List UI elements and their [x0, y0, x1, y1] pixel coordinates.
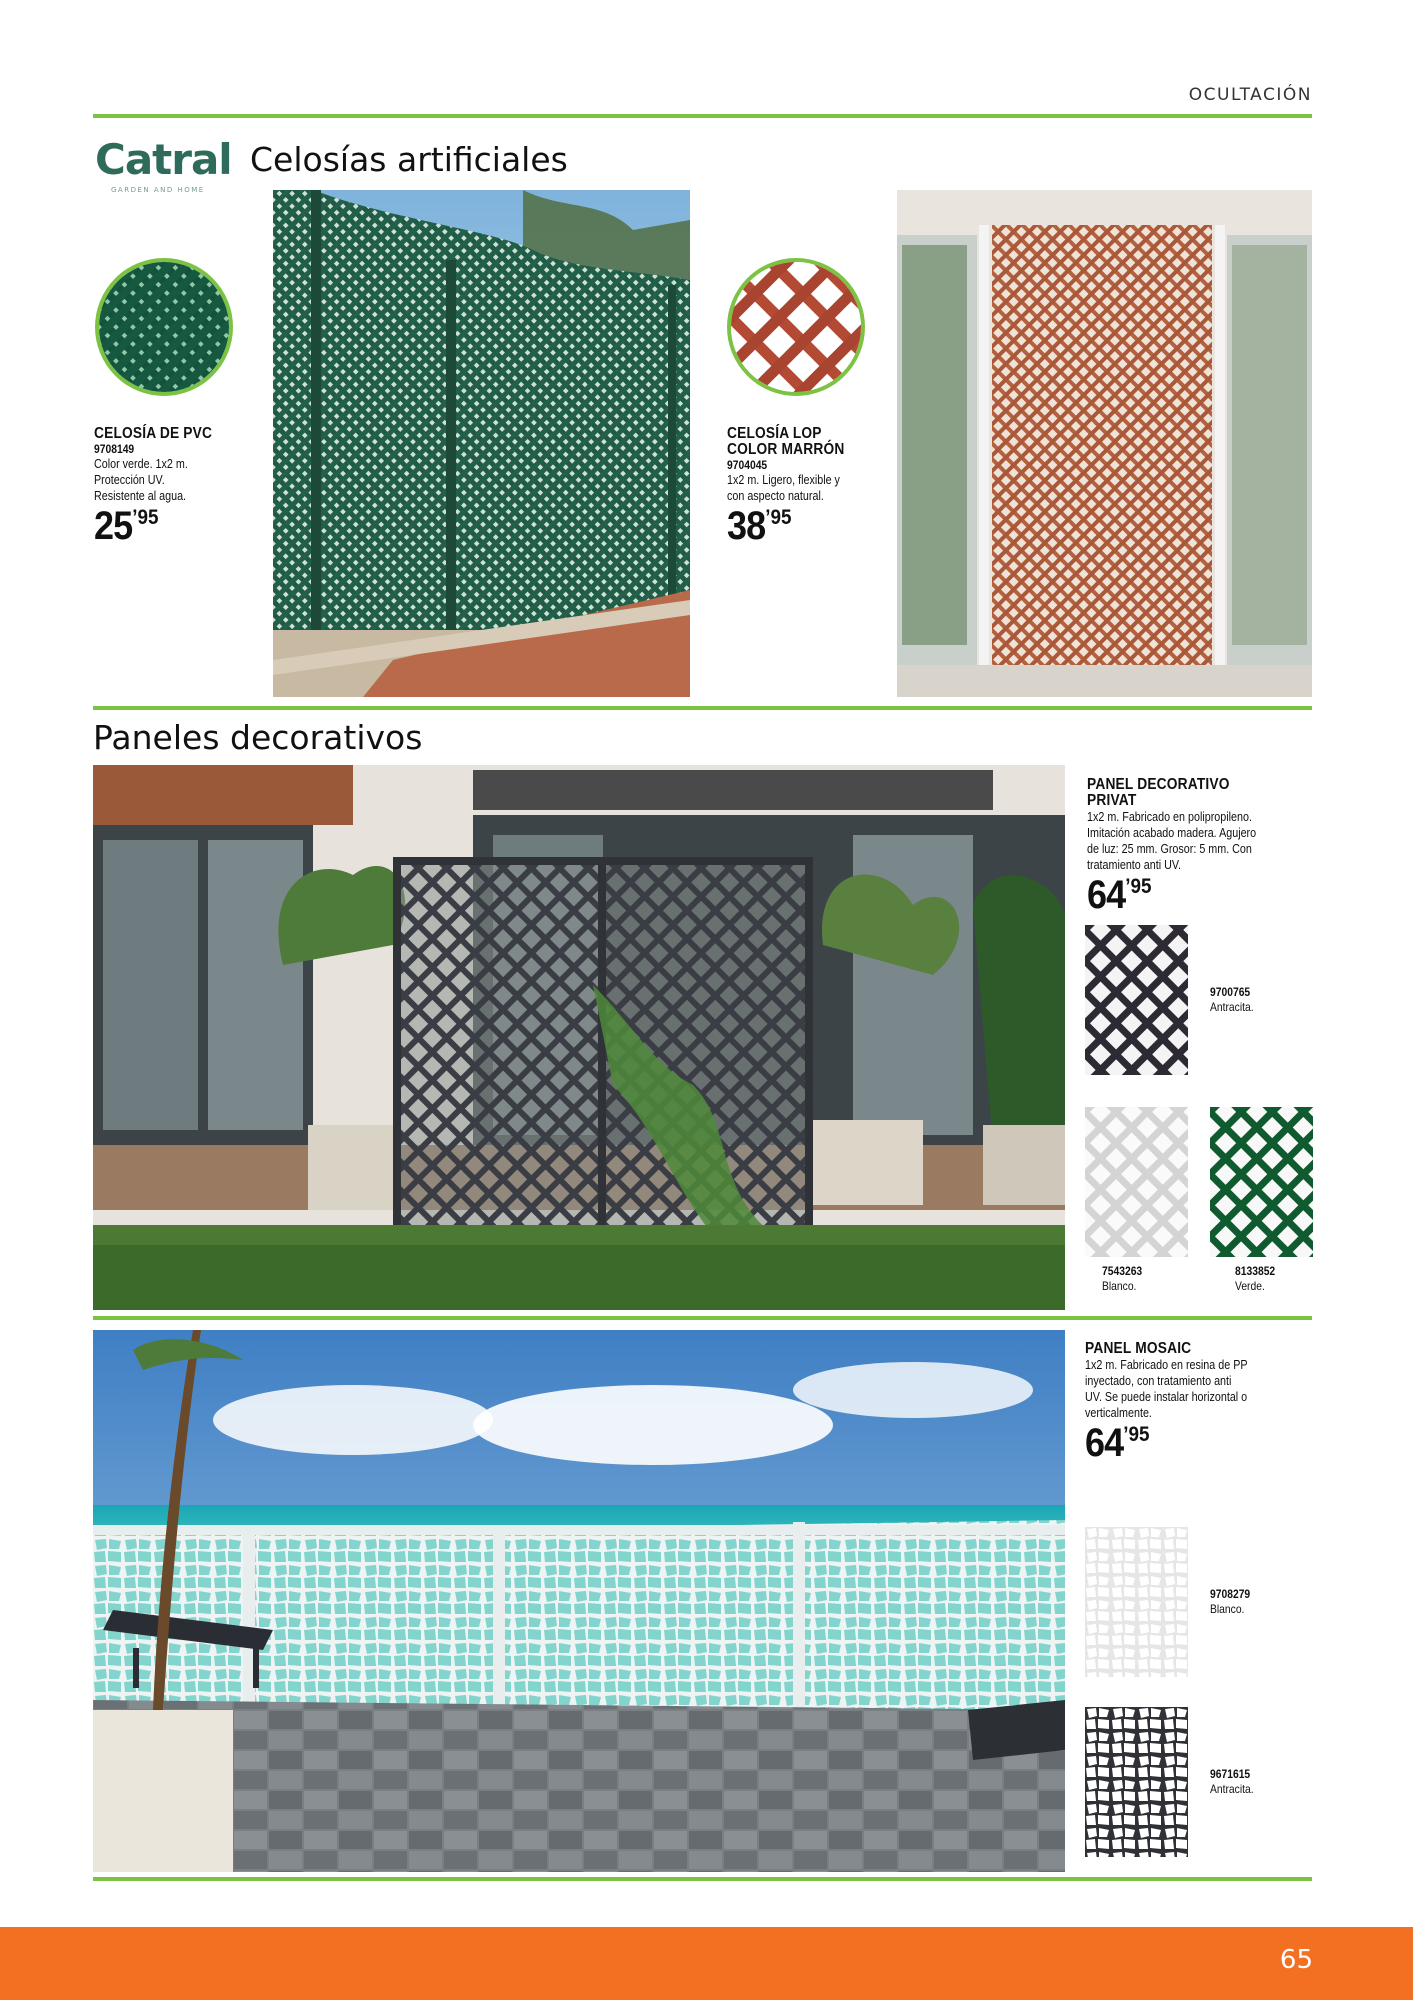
swatch-verde	[1210, 1107, 1313, 1257]
product-desc-line: UV. Se puede instalar horizontal o	[1085, 1390, 1248, 1404]
variant-label-mosaic-blanco	[1210, 1587, 1250, 1617]
swatch-mosaic-antracita	[1085, 1707, 1188, 1857]
swatch-blanco	[1085, 1107, 1188, 1257]
swatch-mosaic-blanco	[1085, 1527, 1188, 1677]
price-decimal: ’95	[1123, 1423, 1150, 1446]
product-price	[1087, 875, 1290, 915]
page-number: 65	[1279, 1945, 1313, 1975]
variant-ref: 8133852	[1235, 1264, 1276, 1278]
product-desc-line: Protección UV.	[94, 473, 165, 487]
photo-pvc-fence	[273, 190, 690, 697]
product-desc-line: 1x2 m. Fabricado en resina de PP	[1085, 1358, 1248, 1372]
product-price	[94, 506, 247, 546]
price-decimal: ’95	[1125, 875, 1152, 898]
variant-ref: 9671615	[1210, 1767, 1251, 1781]
product-desc-line: inyectado, con tratamiento anti	[1085, 1374, 1232, 1388]
brand-logo	[95, 136, 235, 194]
product-celosia-pvc	[94, 426, 264, 546]
price-integer: 64	[1087, 873, 1126, 917]
product-desc-line: Resistente al agua.	[94, 489, 187, 503]
product-desc-line: 1x2 m. Ligero, flexible y	[727, 473, 840, 487]
product-desc-line: Color verde. 1x2 m.	[94, 457, 188, 471]
footer-bar	[0, 1927, 1413, 2000]
variant-color: Antracita.	[1210, 1000, 1254, 1014]
product-title: PANEL MOSAIC	[1085, 1340, 1192, 1357]
product-desc-line: tratamiento anti UV.	[1087, 858, 1182, 872]
variant-ref: 9700765	[1210, 985, 1251, 999]
variant-label-mosaic-antracita	[1210, 1767, 1254, 1797]
variant-color: Verde.	[1235, 1279, 1265, 1293]
price-decimal: ’95	[765, 506, 792, 529]
product-desc-line: verticalmente.	[1085, 1406, 1152, 1420]
price-integer: 64	[1085, 1421, 1124, 1465]
product-desc-line: con aspecto natural.	[727, 489, 824, 503]
swatch-antracita	[1085, 925, 1188, 1075]
variant-color: Antracita.	[1210, 1782, 1254, 1796]
price-integer: 25	[94, 504, 133, 548]
category-label: OCULTACIÓN	[1188, 85, 1312, 105]
brown-lattice-swatch-circle	[727, 258, 865, 396]
product-title: COLOR MARRÓN	[727, 441, 845, 458]
price-decimal: ’95	[132, 506, 159, 529]
product-desc-line: 1x2 m. Fabricado en polipropileno.	[1087, 810, 1252, 824]
product-ref: 9708149	[94, 442, 135, 456]
bottom-divider	[93, 1877, 1312, 1881]
variant-color: Blanco.	[1210, 1602, 1245, 1616]
photo-privat-panel	[93, 765, 1065, 1310]
price-integer: 38	[727, 504, 766, 548]
product-title: CELOSÍA LOP	[727, 425, 822, 442]
product-price	[727, 506, 880, 546]
product-panel-privat	[1087, 777, 1312, 915]
product-title: PANEL DECORATIVO PRIVAT	[1087, 776, 1230, 809]
brand-name: Catral	[95, 135, 232, 184]
variant-ref: 9708279	[1210, 1587, 1251, 1601]
product-desc-line: Imitación acabado madera. Agujero	[1087, 826, 1257, 840]
header-divider	[93, 114, 1312, 118]
product-panel-mosaic	[1085, 1341, 1310, 1463]
product-ref: 9704045	[727, 458, 768, 472]
variant-color: Blanco.	[1102, 1279, 1137, 1293]
section-title-paneles: Paneles decorativos	[93, 718, 423, 757]
brand-tagline: GARDEN AND HOME	[111, 186, 205, 194]
variant-label-verde	[1235, 1264, 1275, 1294]
photo-brown-lattice	[897, 190, 1312, 697]
pvc-swatch-circle	[95, 258, 233, 396]
product-celosia-lop	[727, 426, 897, 546]
variant-label-antracita	[1210, 985, 1254, 1015]
product-desc-line: de luz: 25 mm. Grosor: 5 mm. Con	[1087, 842, 1252, 856]
section-divider	[93, 706, 1312, 710]
photo-mosaic-panel	[93, 1330, 1065, 1872]
section-title-celosias: Celosías artificiales	[250, 140, 568, 179]
product-price	[1085, 1423, 1288, 1463]
section-divider	[93, 1316, 1312, 1320]
variant-label-blanco	[1102, 1264, 1142, 1294]
variant-ref: 7543263	[1102, 1264, 1143, 1278]
product-title: CELOSÍA DE PVC	[94, 425, 213, 442]
